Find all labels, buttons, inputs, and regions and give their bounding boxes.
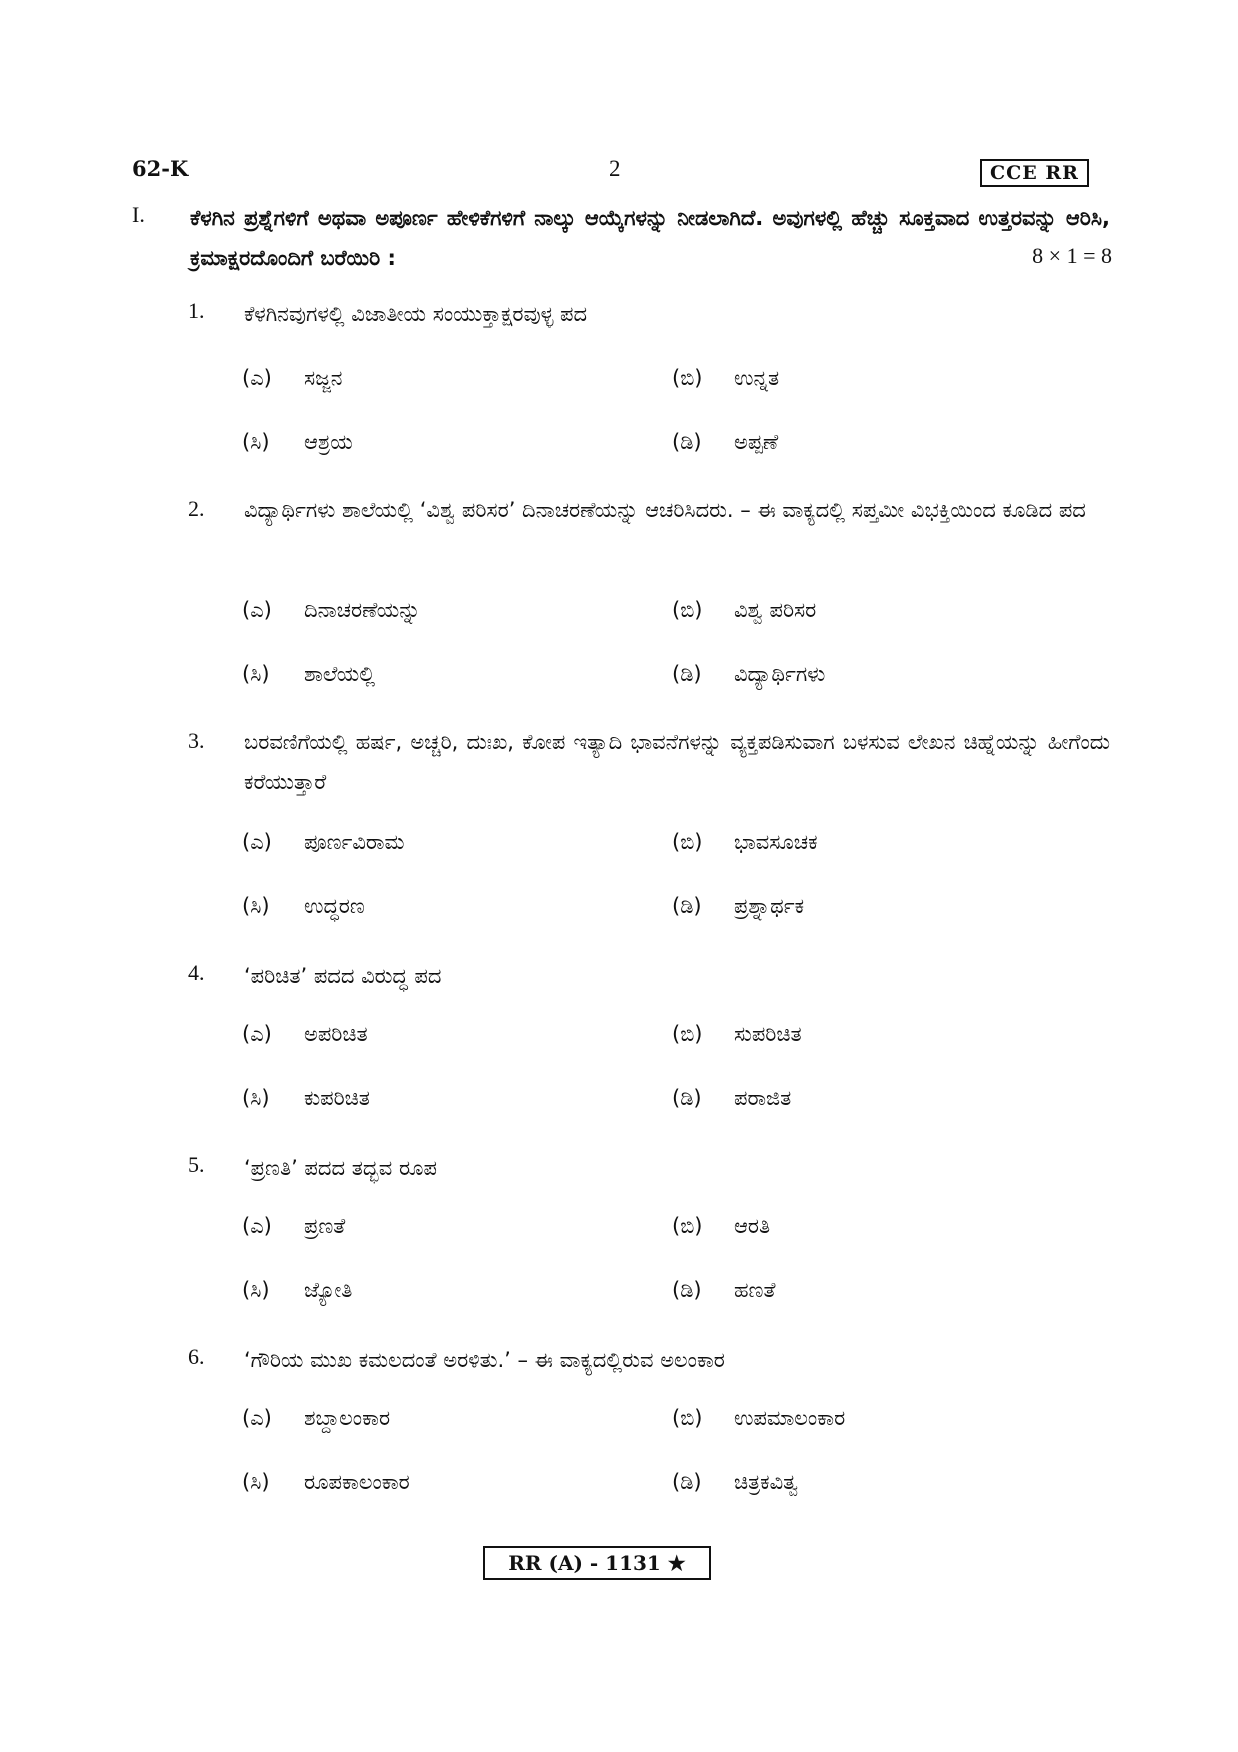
- option-text: ಭಾವಸೂಚಕ: [734, 830, 818, 854]
- option-text: ಅಪ್ಪಣೆ: [734, 430, 779, 454]
- option-label: (ಬಿ): [672, 1214, 703, 1238]
- footer-code: RR (A) - 1131 ★: [483, 1546, 711, 1580]
- option-label: (ಬಿ): [672, 830, 703, 854]
- option-d: [672, 1278, 775, 1303]
- series-badge: CCE RR: [980, 159, 1089, 187]
- option-d: [672, 894, 804, 919]
- option-label: (ಬಿ): [672, 1022, 703, 1046]
- option-label: (ಡಿ): [672, 1470, 702, 1494]
- question-number: 2.: [188, 496, 205, 521]
- option-b: [672, 1022, 802, 1047]
- option-label: (ಸಿ): [242, 662, 270, 686]
- option-d: [672, 1470, 798, 1495]
- option-d: [672, 430, 778, 455]
- option-text: ಪೂರ್ಣವಿರಾಮ: [304, 830, 405, 854]
- option-c: [242, 1470, 410, 1495]
- option-text: ವಿದ್ಯಾರ್ಥಿಗಳು: [734, 662, 826, 686]
- option-label: (ಎ): [242, 598, 272, 622]
- option-text: ಸುಪರಿಚಿತ: [734, 1022, 802, 1046]
- option-label: (ಬಿ): [672, 598, 703, 622]
- option-text: ಉಪಮಾಲಂಕಾರ: [734, 1406, 846, 1430]
- option-text: ಸಜ್ಜನ: [304, 366, 343, 390]
- option-label: (ಎ): [242, 1022, 272, 1046]
- option-text: ವಿಶ್ವ ಪರಿಸರ: [734, 598, 817, 622]
- option-label: (ಸಿ): [242, 1086, 270, 1110]
- option-label: (ಸಿ): [242, 1470, 270, 1494]
- option-c: [242, 1278, 352, 1303]
- option-a: [242, 1406, 390, 1431]
- option-b: [672, 1214, 770, 1239]
- question-text: ‘ಗೌರಿಯ ಮುಖ ಕಮಲದಂತೆ ಅರಳಿತು.’ – ಈ ವಾಕ್ಯದಲ್ಲಿರುವ ಅಲಂಕಾರ: [244, 1348, 725, 1372]
- question-text: ಕೆಳಗಿನವುಗಳಲ್ಲಿ ವಿಜಾತೀಯ ಸಂಯುಕ್ತಾಕ್ಷರವುಳ್ಳ ಪದ: [244, 302, 588, 326]
- option-text: ಆಶ್ರಯ: [304, 430, 353, 454]
- option-label: (ಡಿ): [672, 662, 702, 686]
- page-number: 2: [609, 156, 621, 181]
- option-label: (ಎ): [242, 366, 272, 390]
- question-number: 5.: [188, 1152, 205, 1177]
- option-label: (ಸಿ): [242, 894, 270, 918]
- option-text: ಕುಪರಿಚಿತ: [304, 1086, 370, 1110]
- option-d: [672, 662, 825, 687]
- option-c: [242, 1086, 370, 1111]
- question-number: 3.: [188, 728, 205, 753]
- option-a: [242, 366, 342, 391]
- option-label: (ಡಿ): [672, 430, 702, 454]
- option-text: ಆರತಿ: [734, 1214, 771, 1238]
- option-label: (ಸಿ): [242, 430, 270, 454]
- question-text: ‘ಪ್ರಣತಿ’ ಪದದ ತದ್ಭವ ರೂಪ: [244, 1156, 437, 1180]
- option-label: (ಸಿ): [242, 1278, 270, 1302]
- section-instruction: ಕೆಳಗಿನ ಪ್ರಶ್ನೆಗಳಿಗೆ ಅಥವಾ ಅಪೂರ್ಣ ಹೇಳಿಕೆಗಳಿಗೆ ನಾಲ್ಕು ಆಯ್ಕೆಗಳನ್ನು ನೀಡಲಾಗಿದೆ. ಅವುಗಳಲ್ಲಿ ಹೆಚ್ಚು ಸೂಕ್ತವಾದ ಉತ್ತರವನ್ನು ಆರಿಸಿ, ಕ್ರಮಾಕ್ಷರದೊಂದಿಗೆ ಬರೆಯಿರಿ :: [190, 206, 1110, 270]
- option-c: [242, 430, 353, 455]
- option-text: ಹಣತೆ: [734, 1278, 776, 1302]
- question-text: ಬರವಣಿಗೆಯಲ್ಲಿ ಹರ್ಷ, ಅಚ್ಚರಿ, ದುಃಖ, ಕೋಪ ಇತ್ಯಾದಿ ಭಾವನೆಗಳನ್ನು ವ್ಯಕ್ತಪಡಿಸುವಾಗ ಬಳಸುವ ಲೇಖನ ಚಿಹ್ನೆಯನ್ನು ಹೀಗೆಂದು ಕರೆಯುತ್ತಾರೆ: [244, 730, 1110, 794]
- section-number: I.: [132, 202, 145, 227]
- option-label: (ಡಿ): [672, 894, 702, 918]
- option-a: [242, 1022, 368, 1047]
- option-label: (ಬಿ): [672, 366, 703, 390]
- option-b: [672, 598, 816, 623]
- option-c: [242, 894, 365, 919]
- option-text: ಉದ್ಧರಣ: [304, 894, 365, 918]
- option-a: [242, 598, 420, 623]
- section-marks: 8 × 1 = 8: [1032, 243, 1112, 268]
- option-b: [672, 830, 818, 855]
- option-text: ಚಿತ್ರಕವಿತ್ವ: [734, 1470, 799, 1494]
- option-b: [672, 366, 779, 391]
- option-text: ಉನ್ನತ: [734, 366, 780, 390]
- option-a: [242, 830, 404, 855]
- option-text: ಪ್ರಣತೆ: [304, 1214, 346, 1238]
- option-b: [672, 1406, 845, 1431]
- option-a: [242, 1214, 345, 1239]
- paper-code: 62-K: [132, 156, 189, 181]
- option-text: ಪ್ರಶ್ನಾರ್ಥಕ: [734, 894, 805, 918]
- option-label: (ಎ): [242, 1406, 272, 1430]
- option-text: ಪರಾಜಿತ: [734, 1086, 792, 1110]
- option-label: (ಡಿ): [672, 1086, 702, 1110]
- question-number: 1.: [188, 298, 205, 323]
- option-label: (ಎ): [242, 1214, 272, 1238]
- option-label: (ಬಿ): [672, 1406, 703, 1430]
- option-text: ದಿನಾಚರಣೆಯನ್ನು: [304, 598, 421, 622]
- question-number: 4.: [188, 960, 205, 985]
- question-text: ವಿದ್ಯಾರ್ಥಿಗಳು ಶಾಲೆಯಲ್ಲಿ ‘ವಿಶ್ವ ಪರಿಸರ’ ದಿನಾಚರಣೆಯನ್ನು ಆಚರಿಸಿದರು. – ಈ ವಾಕ್ಯದಲ್ಲಿ ಸಪ್ತಮೀ ವಿಭಕ್ತಿಯಿಂದ ಕೂಡಿದ ಪದ: [244, 498, 1086, 522]
- option-d: [672, 1086, 791, 1111]
- option-text: ಶಬ್ದಾಲಂಕಾರ: [304, 1406, 391, 1430]
- question-number: 6.: [188, 1344, 205, 1369]
- option-label: (ಎ): [242, 830, 272, 854]
- question-text: ‘ಪರಿಚಿತ’ ಪದದ ವಿರುದ್ಧ ಪದ: [244, 964, 442, 988]
- option-c: [242, 662, 375, 687]
- option-text: ರೂಪಕಾಲಂಕಾರ: [304, 1470, 410, 1494]
- option-label: (ಡಿ): [672, 1278, 702, 1302]
- option-text: ಜ್ಯೋತಿ: [304, 1278, 353, 1302]
- option-text: ಅಪರಿಚಿತ: [304, 1022, 368, 1046]
- option-text: ಶಾಲೆಯಲ್ಲಿ: [304, 662, 376, 686]
